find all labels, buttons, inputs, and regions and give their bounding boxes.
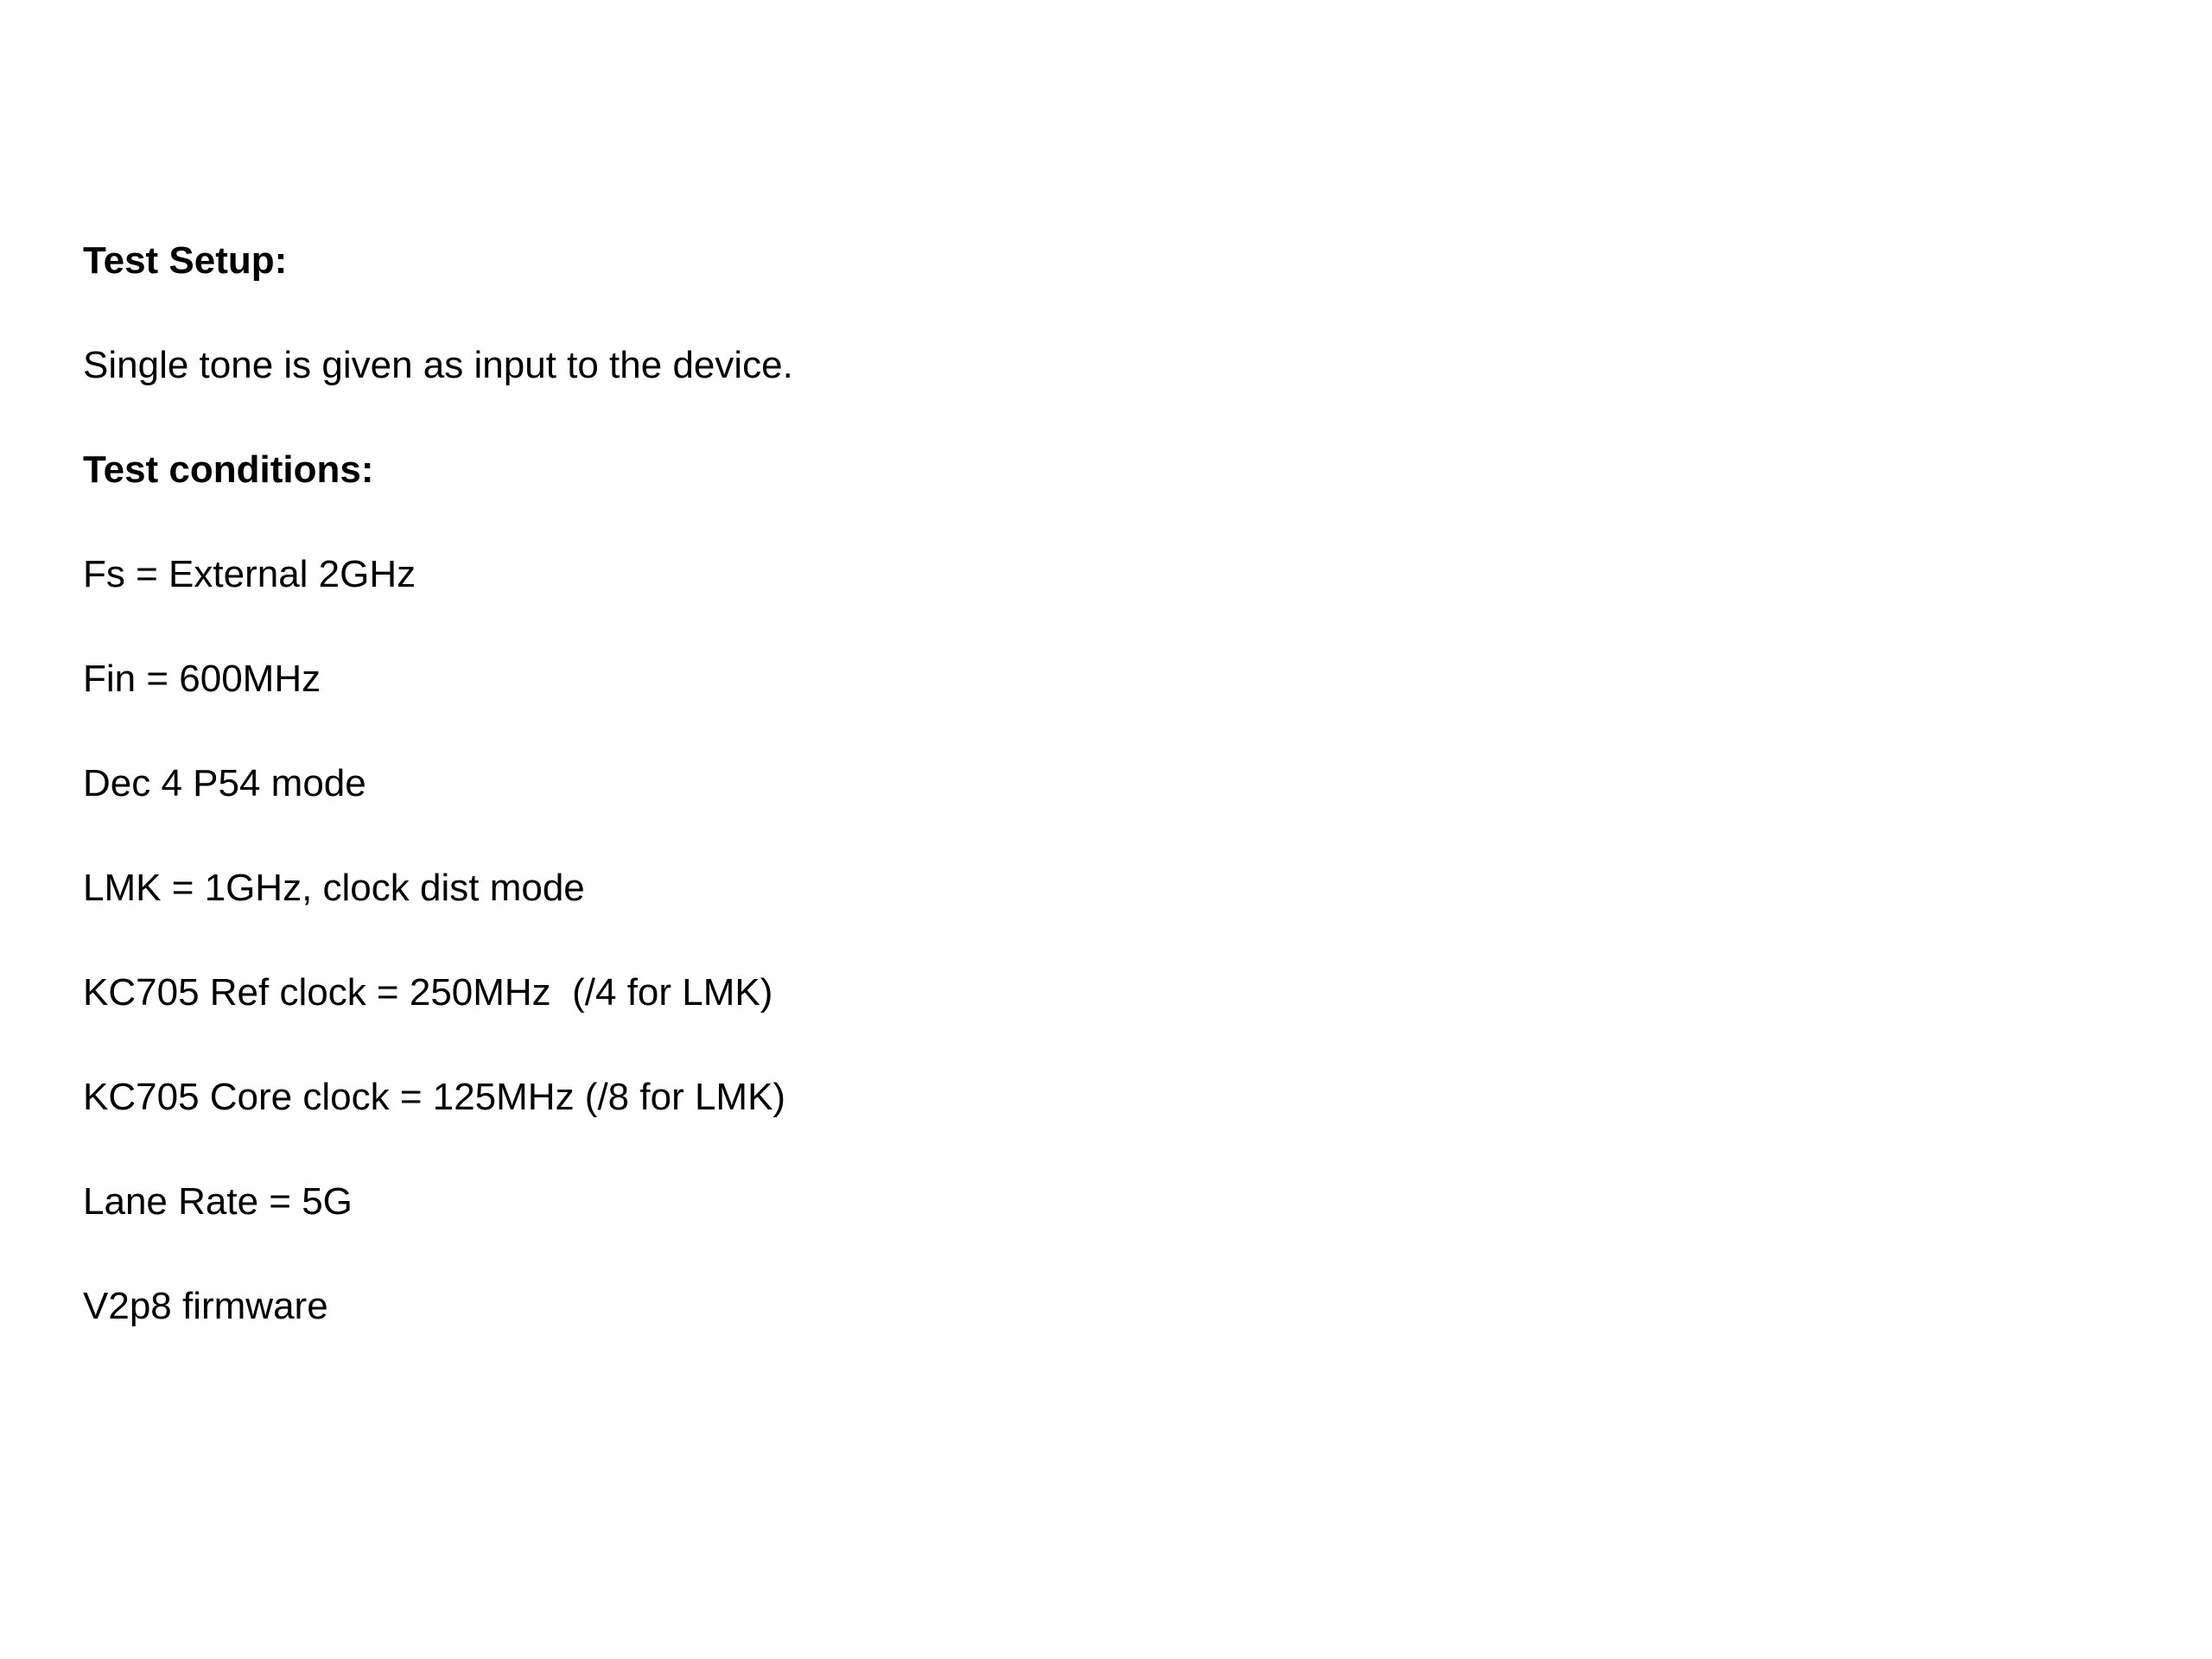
- condition-decimation-mode: Dec 4 P54 mode: [83, 762, 366, 804]
- text-body: [83, 0, 2070, 1659]
- condition-firmware: V2p8 firmware: [83, 1285, 328, 1327]
- test-setup-heading: Test Setup:: [83, 239, 288, 282]
- condition-ref-clock: KC705 Ref clock = 250MHz (/4 for LMK): [83, 971, 773, 1014]
- test-setup-description: Single tone is given as input to the device.: [83, 344, 793, 386]
- condition-fs: Fs = External 2GHz: [83, 553, 416, 595]
- condition-lmk: LMK = 1GHz, clock dist mode: [83, 867, 585, 909]
- condition-fin: Fin = 600MHz: [83, 658, 321, 700]
- test-conditions-heading: Test conditions:: [83, 448, 374, 491]
- condition-lane-rate: Lane Rate = 5G: [83, 1180, 353, 1223]
- condition-core-clock: KC705 Core clock = 125MHz (/8 for LMK): [83, 1076, 786, 1118]
